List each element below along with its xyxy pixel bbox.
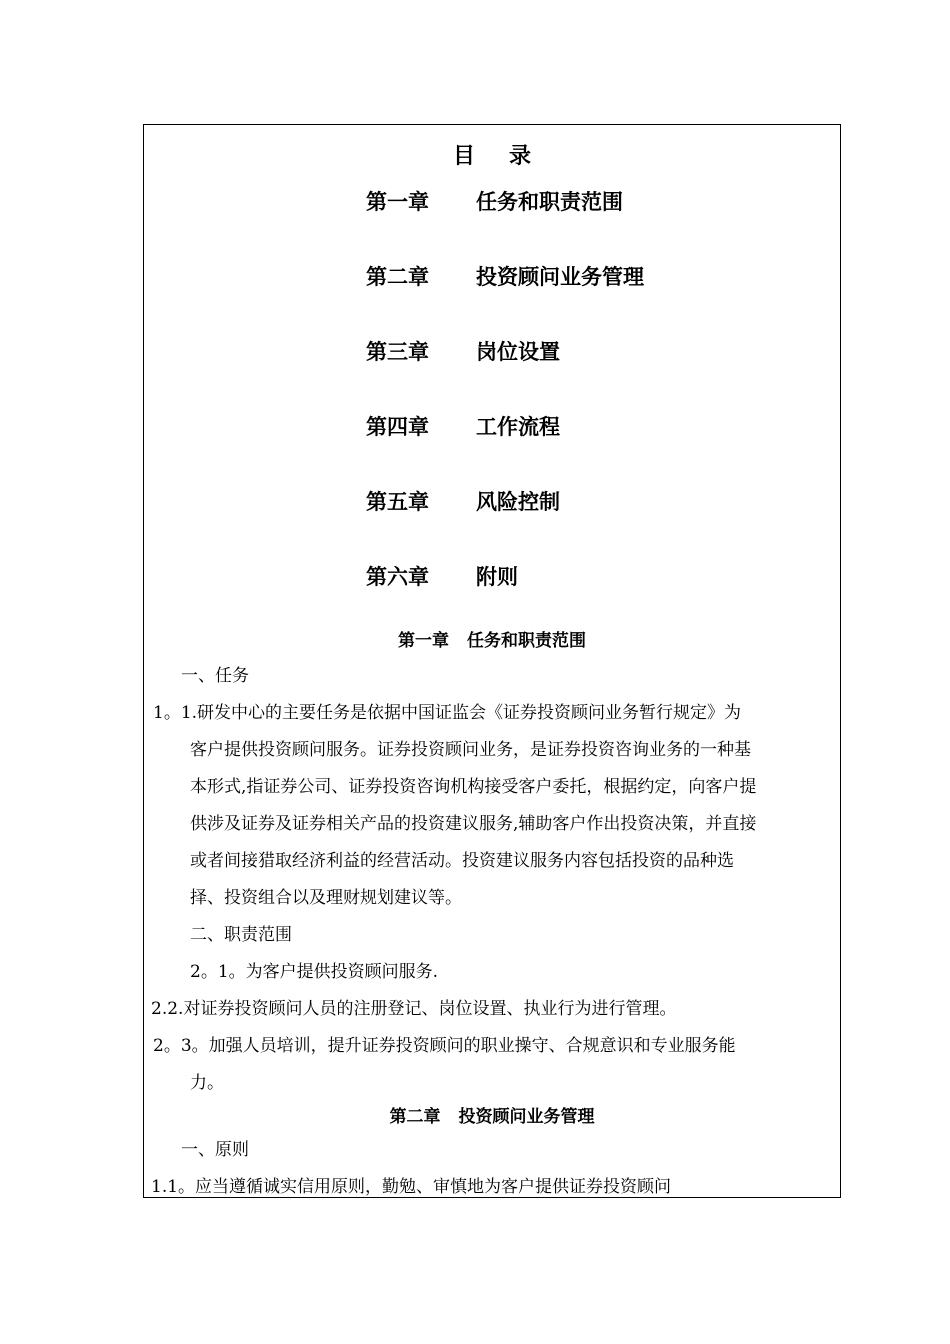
toc-chapter-name: 岗位设置 [476,340,560,364]
chapter-number: 第一章 [398,631,449,651]
toc-chapter-number: 第二章 [366,265,429,289]
toc-chapter-name: 附则 [476,565,518,589]
toc-item [366,412,560,442]
chapter-name: 投资顾问业务管理 [458,1107,595,1127]
toc-item [366,262,644,292]
toc-item [366,562,518,592]
toc-item [366,187,623,217]
toc-chapter-number: 第六章 [366,565,429,589]
toc-title-char-1: 目 [452,144,475,169]
paragraph-line: 供涉及证券及证券相关产品的投资建议服务,辅助客户作出投资决策，并直接 [190,814,757,834]
paragraph-line: 择、投资组合以及理财规划建议等。 [190,888,462,908]
list-item: 2。1。为客户提供投资顾问服务. [190,962,439,982]
section-heading: 一、原则 [181,1140,249,1160]
chapter-number: 第二章 [389,1107,441,1127]
toc-chapter-name: 投资顾问业务管理 [476,265,644,289]
section-heading: 一、任务 [181,666,249,686]
toc-chapter-number: 第一章 [366,190,429,214]
paragraph-line: 客户提供投资顾问服务。证券投资顾问业务，是证券投资咨询业务的一种基 [190,740,751,760]
toc-title [144,139,840,170]
document-frame [143,124,841,1198]
toc-chapter-number: 第五章 [366,490,429,514]
toc-chapter-name: 工作流程 [476,415,560,439]
toc-item [366,487,560,517]
chapter-heading [144,629,840,653]
toc-chapter-name: 任务和职责范围 [476,190,623,214]
list-item: 2.2.对证券投资顾问人员的注册登记、岗位设置、执业行为进行管理。 [151,999,677,1019]
paragraph-line: 或者间接猎取经济利益的经营活动。投资建议服务内容包括投资的品种选 [190,851,734,871]
chapter-heading [144,1105,840,1129]
list-item: 1.1。应当遵循诚实信用原则，勤勉、审慎地为客户提供证券投资顾问 [151,1177,672,1197]
paragraph-line: 1。1.研发中心的主要任务是依据中国证监会《证券投资顾问业务暂行规定》为 [153,703,742,723]
toc-chapter-name: 风险控制 [476,490,560,514]
chapter-name: 任务和职责范围 [467,631,586,651]
toc-item [366,337,560,367]
list-item-continuation: 力。 [190,1073,224,1093]
toc-chapter-number: 第三章 [366,340,429,364]
list-item: 2。3。加强人员培训，提升证券投资顾问的职业操守、合规意识和专业服务能 [153,1036,736,1056]
paragraph-line: 本形式,指证券公司、证券投资咨询机构接受客户委托，根据约定，向客户提 [190,777,757,797]
toc-title-char-2: 录 [509,144,532,169]
section-heading: 二、职责范围 [190,925,292,945]
toc-chapter-number: 第四章 [366,415,429,439]
